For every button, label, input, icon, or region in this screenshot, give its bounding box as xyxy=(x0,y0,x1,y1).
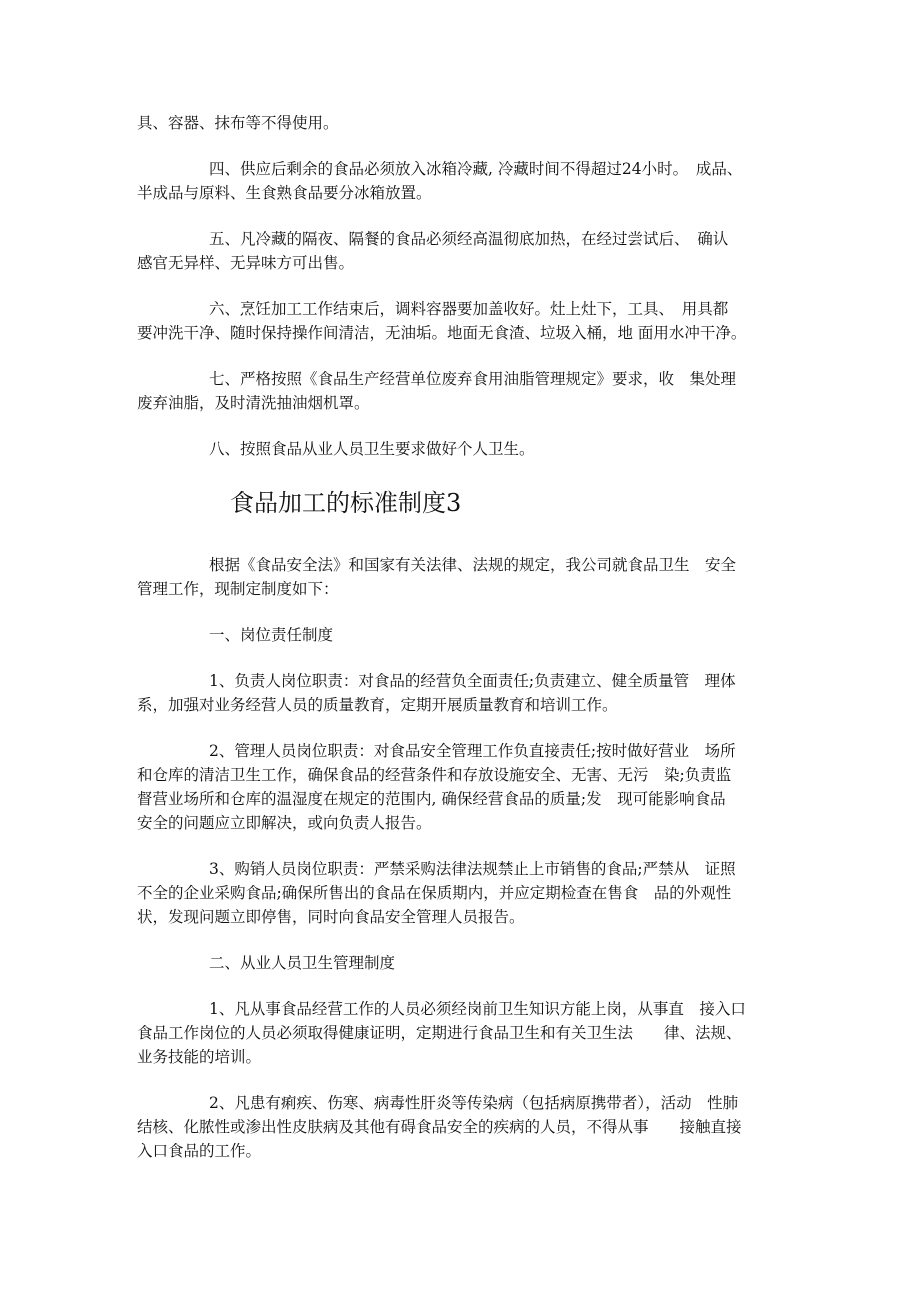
paragraph-utensils-end xyxy=(137,111,787,135)
text-line: 一、岗位责任制度 xyxy=(209,626,334,644)
paragraph-rule-8 xyxy=(137,437,787,461)
text-line: 2、凡患有痢疾、伤寒、病毒性肝炎等传染病（包括病原携带者），活动 性肺 xyxy=(209,1094,739,1112)
text-line: 3、购销人员岗位职责：严禁采购法律法规禁止上市销售的食品;严禁从 证照 xyxy=(209,860,736,878)
paragraph-item-1-1 xyxy=(137,669,787,717)
text-line: 和仓库的清洁卫生工作，确保食品的经营条件和存放设施安全、无害、无污 染;负责监 xyxy=(137,766,732,784)
text-line: 食品工作岗位的人员必须取得健康证明，定期进行食品卫生和有关卫生法 律、法规、 xyxy=(137,1024,742,1042)
paragraph-item-1-2 xyxy=(137,739,787,835)
paragraph-intro xyxy=(137,553,787,601)
text-line: 具、容器、抹布等不得使用。 xyxy=(137,114,339,132)
paragraph-rule-7 xyxy=(137,367,787,415)
text-line: 四、供应后剩余的食品必须放入冰箱冷藏, 冷藏时间不得超过24小时。 成品、 xyxy=(209,160,743,178)
text-line: 要冲洗干净、随时保持操作间清洁，无油垢。地面无食渣、垃圾入桶，地 面用水冲干净。 xyxy=(137,324,747,342)
text-line: 七、严格按照《食品生产经营单位废弃食用油脂管理规定》要求，收 集处理 xyxy=(209,370,737,388)
text-line: 管理工作，现制定制度如下： xyxy=(137,580,339,598)
text-line: 不全的企业采购食品;确保所售出的食品在保质期内，并应定期检查在售食 品的外观性 xyxy=(137,884,732,902)
paragraph-rule-5 xyxy=(137,227,787,275)
section-heading: 食品加工的标准制度3 xyxy=(230,489,462,517)
paragraph-item-2-2 xyxy=(137,1091,787,1163)
subheading-job-responsibility xyxy=(137,623,787,647)
paragraph-rule-6 xyxy=(137,297,787,345)
text-line: 废弃油脂，及时清洗抽油烟机罩。 xyxy=(137,394,370,412)
text-line: 根据《食品安全法》和国家有关法律、法规的规定，我公司就食品卫生 安全 xyxy=(209,556,737,574)
text-line: 2、管理人员岗位职责：对食品安全管理工作负直接责任;按时做好营业 场所 xyxy=(209,742,736,760)
text-line: 感官无异样、无异味方可出售。 xyxy=(137,254,355,272)
text-line: 业务技能的培训。 xyxy=(137,1048,262,1066)
text-line: 结核、化脓性或渗出性皮肤病及其他有碍食品安全的疾病的人员，不得从事 接触直接 xyxy=(137,1118,742,1136)
text-line: 安全的问题应立即解决，或向负责人报告。 xyxy=(137,814,432,832)
text-line: 入口食品的工作。 xyxy=(137,1142,262,1160)
paragraph-rule-4 xyxy=(137,157,787,205)
text-line: 六、烹饪加工工作结束后，调料容器要加盖收好。灶上灶下，工具、 用具都 xyxy=(209,300,729,318)
text-line: 半成品与原料、生食熟食品要分冰箱放置。 xyxy=(137,184,432,202)
text-line: 1、负责人岗位职责：对食品的经营负全面责任;负责建立、健全质量管 理体 xyxy=(209,672,736,690)
text-line: 状，发现问题立即停售，同时向食品安全管理人员报告。 xyxy=(137,908,525,926)
paragraph-item-2-1 xyxy=(137,997,787,1069)
text-line: 1、凡从事食品经营工作的人员必须经岗前卫生知识方能上岗，从事直 接入口 xyxy=(209,1000,746,1018)
text-line: 督营业场所和仓库的温湿度在规定的范围内, 确保经营食品的质量;发 现可能影响食品 xyxy=(137,790,726,808)
paragraph-item-1-3 xyxy=(137,857,787,929)
text-line: 系，加强对业务经营人员的质量教育，定期开展质量教育和培训工作。 xyxy=(137,696,618,714)
text-line: 八、按照食品从业人员卫生要求做好个人卫生。 xyxy=(209,440,535,458)
text-line: 五、凡冷藏的隔夜、隔餐的食品必须经高温彻底加热，在经过尝试后、 确认 xyxy=(209,230,729,248)
text-line: 二、从业人员卫生管理制度 xyxy=(209,954,396,972)
subheading-staff-hygiene xyxy=(137,951,787,975)
